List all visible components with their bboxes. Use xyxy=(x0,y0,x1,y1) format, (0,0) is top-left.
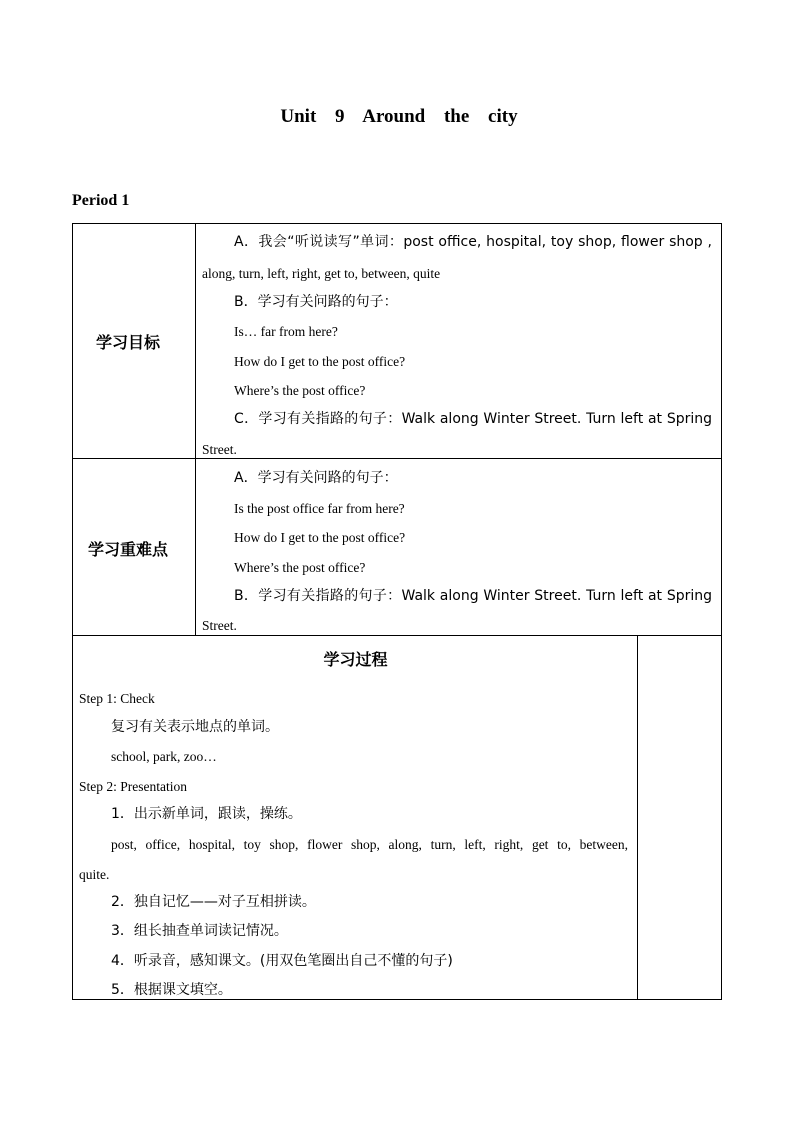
key-points-line: A．学习有关问路的句子： xyxy=(234,470,398,486)
goals-line: C．学习有关指路的句子：Walk along Winter Street. Turn left at Spring xyxy=(234,411,712,427)
table-divider-1 xyxy=(72,458,722,459)
table-border-bottom xyxy=(72,999,722,1000)
goals-line: Where’s the post office? xyxy=(234,383,366,398)
process-line: 4．听录音，感知课文。(用双色笔圈出自己不懂的句子) xyxy=(111,953,453,969)
table-border-left xyxy=(72,223,73,1000)
goals-line: B．学习有关问路的句子： xyxy=(234,294,398,310)
goals-line: How do I get to the post office? xyxy=(234,354,406,369)
period-heading: Period 1 xyxy=(72,192,130,209)
process-line: 1．出示新单词，跟读，操练。 xyxy=(111,806,302,822)
process-line: 2．独自记忆——对子互相拼读。 xyxy=(111,894,316,910)
table-border-top xyxy=(72,223,722,224)
label-column-divider xyxy=(195,223,196,635)
key-points-line: Where’s the post office? xyxy=(234,560,366,575)
goals-line: Street. xyxy=(202,442,237,457)
notes-column-divider xyxy=(637,635,638,999)
goals-line: along, turn, left, right, get to, between, quite xyxy=(202,266,441,281)
process-line: 3．组长抽查单词读记情况。 xyxy=(111,923,288,939)
table-border-right xyxy=(721,223,722,1000)
goals-line: Is… far from here? xyxy=(234,324,338,339)
goals-label: 学习目标 xyxy=(96,333,161,352)
key-points-line: How do I get to the post office? xyxy=(234,530,406,545)
key-points-label: 学习重难点 xyxy=(88,540,169,559)
goals-line: A．我会“听说读写”单词：post office, hospital, toy shop, flower shop , xyxy=(234,234,712,250)
process-line: school, park, zoo… xyxy=(111,749,217,764)
process-line: Step 1: Check xyxy=(79,691,155,706)
process-line: quite. xyxy=(79,867,110,882)
process-title: 学习过程 xyxy=(323,650,388,669)
key-points-line: Street. xyxy=(202,618,237,633)
process-line: 5．根据课文填空。 xyxy=(111,982,232,998)
key-points-line: B．学习有关指路的句子：Walk along Winter Street. Turn left at Spring xyxy=(234,588,712,604)
key-points-line: Is the post office far from here? xyxy=(234,501,405,516)
process-line: post, office, hospital, toy shop, flower shop, along, turn, left, right, get to, between, xyxy=(111,837,628,852)
page-title: Unit 9 Around the city xyxy=(280,106,518,127)
table-divider-2 xyxy=(72,635,722,636)
process-line: Step 2: Presentation xyxy=(79,779,187,794)
process-line: 复习有关表示地点的单词。 xyxy=(111,719,279,735)
